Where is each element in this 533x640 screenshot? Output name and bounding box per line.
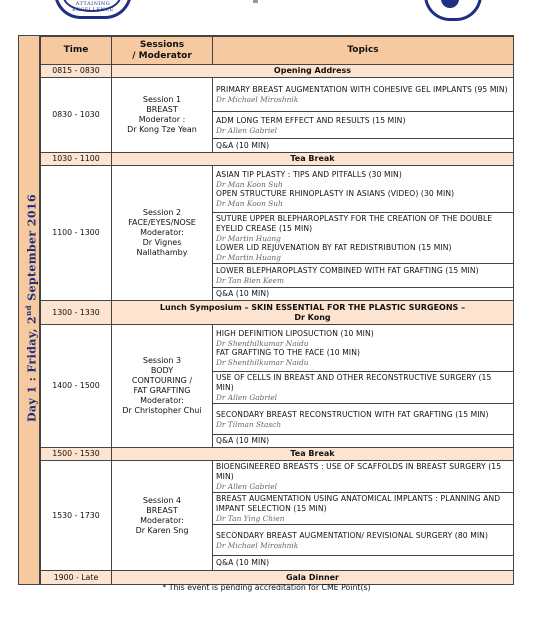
topic-title: Q&A (10 MIN) (216, 289, 270, 298)
topic-cell (213, 493, 514, 525)
speaker-name: Dr Shenthilkumar Naidu (216, 358, 309, 367)
topic-title: LOWER BLEPHAROPLASTY COMBINED WITH FAT GRAFTING (15 MIN) (216, 266, 479, 275)
band-row (41, 448, 514, 461)
topic-title: BREAST AUGMENTATION USING ANATOMICAL IMPLANTS : PLANNING AND IMPANT SELECTION (15 MIN) (216, 494, 501, 513)
topic-title: ADM LONG TERM EFFECT AND RESULTS (15 MIN) (216, 115, 406, 125)
topic-title: SECONDARY BREAST AUGMENTATION/ REVISIONAL SURGERY (80 MIN) (216, 530, 489, 540)
topic-title: SUTURE UPPER BLEPHAROPLASTY FOR THE CREATION OF THE DOUBLE EYELID CREASE (15 MIN) (216, 214, 493, 233)
table-body (41, 65, 514, 585)
band-title: Tea Break (112, 153, 514, 166)
speaker-name: Dr Tilman Stasch (216, 419, 282, 429)
speaker-name: Dr Tan Bien Keem (216, 276, 285, 285)
topic-cell (213, 325, 514, 372)
band-title: Opening Address (112, 65, 514, 78)
session-moderator-cell: Session 4 BREAST Moderator: Dr Karen Sng (112, 461, 213, 571)
speaker-name: Dr Allen Gabriel (216, 482, 278, 491)
speaker-name: Dr Michael Miroshnik (216, 95, 299, 104)
topic-row (41, 166, 514, 213)
band-row (41, 153, 514, 166)
topic-cell (213, 435, 514, 448)
top-mark (253, 0, 258, 3)
header-topics: Topics (213, 37, 514, 65)
topic-title: USE OF CELLS IN BREAST AND OTHER RECONSTRUCTIVE SURGERY (15 MIN) (216, 373, 492, 392)
band-row (41, 65, 514, 78)
topic-cell (213, 461, 514, 493)
speaker-name: Dr Allen Gabriel (216, 393, 278, 402)
table-header-row (41, 37, 514, 65)
time-cell: 1300 - 1330 (41, 301, 112, 325)
speaker-name: Dr Shenthilkumar Naidu (216, 339, 309, 348)
right-crest-logo (424, 0, 482, 21)
topic-title: BIOENGINEERED BREASTS : USE OF SCAFFOLDS IN BREAST SURGERY (15 MIN) (216, 462, 502, 481)
session-moderator-cell: Session 2 FACE/EYES/NOSE Moderator: Dr Vignes Nallathamby (112, 166, 213, 301)
time-cell: 1100 - 1300 (41, 166, 112, 301)
header-sessions: Sessions / Moderator (112, 37, 213, 65)
topic-title: Q&A (10 MIN) (216, 140, 270, 150)
day-column (19, 36, 40, 584)
topic-cell (213, 525, 514, 556)
session-moderator-cell: Session 3 BODY CONTOURING / FAT GRAFTING Moderator: Dr Christopher Chui (112, 325, 213, 448)
speaker-name: Dr Martin Huang (216, 234, 281, 243)
band-row (41, 301, 514, 325)
session-moderator-cell: Session 1 BREAST Moderator : Dr Kong Tze Yean (112, 78, 213, 153)
topic-cell (213, 78, 514, 112)
left-logo-motto: ATTAINING EXCELLENCE (72, 1, 114, 13)
topic-cell (213, 288, 514, 301)
left-crest-logo (54, 0, 132, 19)
topic-title: OPEN STRUCTURE RHINOPLASTY IN ASIANS (VIDEO) (30 MIN) (216, 189, 455, 198)
topic-title: FAT GRAFTING TO THE FACE (10 MIN) (216, 348, 361, 357)
programme-table (40, 36, 514, 585)
topic-title: SECONDARY BREAST RECONSTRUCTION WITH FAT GRAFTING (15 MIN) (216, 409, 489, 419)
day-label: Day 1 : Friday, 2nd September 2016 (24, 193, 39, 423)
footnote: * This event is pending accreditation for CME Point(s) (162, 583, 371, 592)
topic-title: Q&A (10 MIN) (216, 558, 270, 567)
topic-title: PRIMARY BREAST AUGMENTATION WITH COHESIVE GEL IMPLANTS (95 MIN) (216, 85, 508, 94)
time-cell: 1900 - Late (41, 571, 112, 585)
header-time: Time (41, 37, 112, 65)
topic-cell (213, 213, 514, 264)
band-title: Gala Dinner (112, 571, 514, 585)
topic-title: Q&A (10 MIN) (216, 436, 270, 445)
time-cell: 1400 - 1500 (41, 325, 112, 448)
topic-row (41, 78, 514, 112)
topic-cell (213, 139, 514, 153)
band-title: Tea Break (112, 448, 514, 461)
speaker-name: Dr Man Koon Suh (216, 199, 283, 208)
topic-row (41, 461, 514, 493)
time-cell: 1030 - 1100 (41, 153, 112, 166)
band-title: Lunch Symposium – SKIN ESSENTIAL FOR THE PLASTIC SURGEONS – Dr Kong (112, 301, 514, 325)
speaker-name: Dr Man Koon Suh (216, 180, 283, 189)
speaker-name: Dr Michael Miroshnik (216, 540, 299, 550)
topic-row (41, 325, 514, 372)
time-cell: 1500 - 1530 (41, 448, 112, 461)
time-cell: 0815 - 0830 (41, 65, 112, 78)
topic-title: ASIAN TIP PLASTY : TIPS AND PITFALLS (30 MIN) (216, 170, 402, 179)
time-cell: 0830 - 1030 (41, 78, 112, 153)
topic-cell (213, 112, 514, 139)
time-cell: 1530 - 1730 (41, 461, 112, 571)
topic-title: HIGH DEFINITION LIPOSUCTION (10 MIN) (216, 329, 374, 338)
speaker-name: Dr Allen Gabriel (216, 125, 278, 135)
topic-cell (213, 372, 514, 404)
topic-title: LOWER LID REJUVENATION BY FAT REDISTRIBUTION (15 MIN) (216, 243, 452, 252)
topic-cell (213, 166, 514, 213)
topic-cell (213, 264, 514, 288)
speaker-name: Dr Tan Ying Chien (216, 514, 285, 523)
topic-cell (213, 556, 514, 571)
programme-table-frame (18, 35, 514, 585)
speaker-name: Dr Martin Huang (216, 253, 281, 262)
topic-cell (213, 404, 514, 435)
